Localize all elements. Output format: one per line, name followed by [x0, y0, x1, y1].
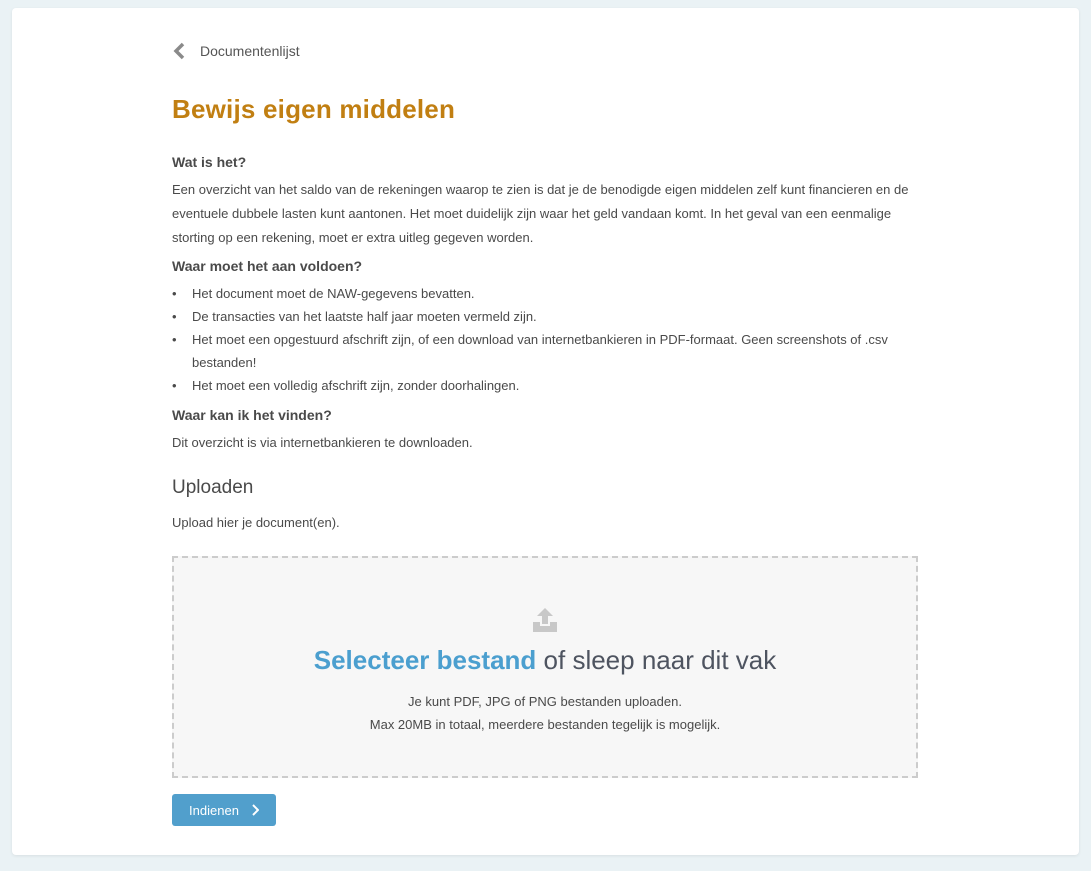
- submit-button[interactable]: [172, 794, 276, 826]
- submit-label: Indienen: [189, 802, 239, 818]
- back-link[interactable]: [172, 42, 300, 60]
- chevron-left-icon: [172, 42, 186, 60]
- page-title: Bewijs eigen middelen: [172, 94, 456, 124]
- where-text: Dit overzicht is via internetbankieren te downloaden.: [172, 435, 473, 450]
- requirements-list: [172, 282, 918, 397]
- upload-heading: Uploaden: [172, 477, 254, 498]
- select-file-link[interactable]: Selecteer bestand: [313, 645, 537, 675]
- upload-info-formats: Je kunt PDF, JPG of PNG bestanden uploaden.: [408, 694, 682, 709]
- chevron-right-icon: [251, 804, 259, 816]
- where-heading: Waar kan ik het vinden?: [172, 407, 332, 423]
- what-text: Een overzicht van het saldo van de rekeningen waarop te zien is dat je de benodigde eigen middelen zelf kunt financieren en de eventuele dubbele lasten kunt aantonen. Het moet duidelijk zijn waar het geld vandaan komt. In het geval van een eenmalige storting op een rekening, moet er extra uitleg gegeven worden.: [172, 182, 909, 245]
- upload-icon: [531, 606, 559, 634]
- requirements-heading: Waar moet het aan voldoen?: [172, 258, 363, 274]
- list-item: • De transacties van het laatste half jaar moeten vermeld zijn.: [172, 305, 918, 328]
- upload-intro: Upload hier je document(en).: [172, 515, 340, 530]
- list-item: • Het document moet de NAW-gegevens bevatten.: [172, 282, 918, 305]
- file-dropzone[interactable]: [172, 556, 918, 778]
- main-card: [12, 8, 1079, 855]
- list-item: • Het moet een opgestuurd afschrift zijn, of een download van internetbankieren in PDF-formaat. Geen screenshots of .csv bestanden!: [172, 328, 918, 374]
- upload-info-size: Max 20MB in totaal, meerdere bestanden tegelijk is mogelijk.: [369, 717, 721, 732]
- what-heading: Wat is het?: [172, 154, 247, 170]
- list-item: • Het moet een volledig afschrift zijn, zonder doorhalingen.: [172, 374, 918, 397]
- drop-label: of sleep naar dit vak: [536, 645, 777, 675]
- back-link-label: Documentenlijst: [200, 43, 300, 59]
